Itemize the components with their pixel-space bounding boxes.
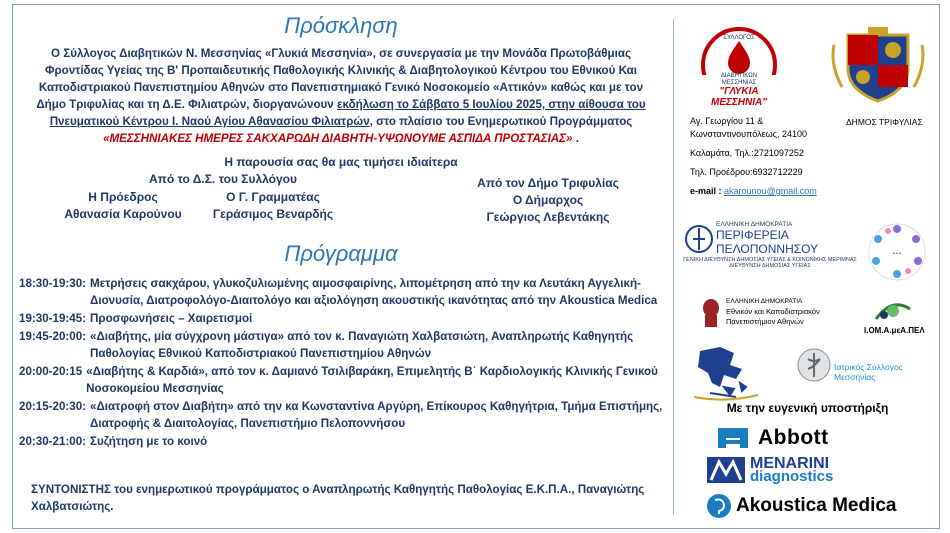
schedule-item bbox=[19, 433, 669, 450]
address-line: Αγ. Γεωργίου 11 & bbox=[690, 116, 764, 126]
secretary-signature bbox=[203, 189, 343, 223]
program-name: «ΜΕΣΣΗΝΙΑΚΕΣ ΗΜΕΡΕΣ ΣΑΚΧΑΡΩΔΗ ΔΙΑΒΗΤΗ-ΥΨΩΝΟΥΜΕ ΑΣΠΙΔΑ ΠΡΟΣΤΑΣΙΑΣ» bbox=[103, 132, 573, 145]
president-title: Η Πρόεδρος bbox=[88, 190, 158, 204]
logo-text: ΣΥΛΛΟΓΟΣ bbox=[723, 35, 755, 41]
municipality-crest bbox=[828, 25, 928, 103]
email-row bbox=[690, 185, 840, 198]
schedule-time: 20:15-20:30: bbox=[19, 400, 87, 413]
greece-map-icon bbox=[690, 343, 762, 403]
logo-text: ΜΕΣΣΗΝΙΑΣ bbox=[721, 80, 757, 86]
schedule-description: «Διατροφή στον Διαβήτη» από την κα Κωνσταντίνα Αργύρη, Επίκουρος Καθηγήτρια, Τμήμα Επιστήμης, Διατροφής & Διαιτολογίας, Πανεπιστήμιο Πελοποννήσου bbox=[90, 400, 663, 430]
schedule-time: 19:30-19:45: bbox=[19, 312, 87, 325]
university-logo-text bbox=[726, 297, 876, 327]
sponsor-title: Με την ευγενική υποστήριξη bbox=[726, 401, 889, 415]
president-phone: Τηλ. Προέδρου:6932712229 bbox=[690, 167, 803, 177]
menarini-wordmark: MENARINI bbox=[750, 455, 830, 472]
invitation-title: Πρόσκληση bbox=[284, 13, 398, 38]
region-text: ΔΙΕΥΘΥΝΣΗ ΔΗΜΟΣΙΑΣ ΥΓΕΙΑΣ bbox=[729, 263, 811, 269]
municipality-caption: ΔΗΜΟΣ ΤΡΙΦΥΛΙΑΣ bbox=[846, 117, 923, 127]
honor-line: Η παρουσία σας θα μας τιμήσει ιδιαίτερα bbox=[224, 155, 458, 169]
region-text: ΠΕΡΙΦΕΡΕΙΑ bbox=[716, 228, 789, 242]
menarini-subtitle: diagnostics bbox=[750, 468, 834, 485]
municipality-signature bbox=[463, 175, 633, 226]
municipality-header: Από τον Δήμο Τριφυλίας bbox=[477, 176, 619, 190]
menarini-icon bbox=[706, 456, 746, 484]
contact-block bbox=[690, 115, 840, 198]
program-schedule bbox=[19, 275, 669, 451]
logo-text: "ΓΛΥΚΙΑ bbox=[719, 86, 759, 97]
abbott-wordmark: Abbott bbox=[758, 426, 829, 449]
invitation-text: Ο Σύλλογος Διαβητικών Ν. Μεσσηνίας «Γλυκιά Μεσσηνία», σε συνεργασία με την Μονάδα Πρωτοβάθμιας Φροντίδας Υγείας της Β' Προπαιδευτικής Παθολογικής Κλινικής & Διαβητολογικού Κέντρου του Εθνικού Και Καποδιστριακού Πανεπιστημίου Αθηνών στο Πανεπιστημιακό Γενικό Νοσοκομείο «Αττικόν» καθώς και με τον Δήμο Τριφυλίας και τη Δ.Ε. Φιλιατρών, διοργανώνουν εκδήλωση το Σάββατο 5 Ιουλίου 2025, στην αίθουσα του Πνευματικού Κέντρου Ι. Ναού Αγίου Αθανασίου Φιλιατρών, στο πλαίσιο του Ενημερωτικού Προγράμματος «ΜΕΣΣΗΝΙΑΚΕΣ ΗΜΕΡΕΣ ΣΑΚΧΑΡΩΔΗ ΔΙΑΒΗΤΗ-ΥΨΩΝΟΥΜΕ ΑΣΠΙΔΑ ΠΡΟΣΤΑΣΙΑΣ» . bbox=[36, 47, 646, 145]
address-line: Κωνσταντινουπόλεως, 24100 bbox=[690, 129, 808, 139]
city-phone: Καλαμάτα, Τηλ.:2721097252 bbox=[690, 148, 804, 158]
association-logo bbox=[688, 25, 790, 111]
mayor-title: Ο Δήμαρχος bbox=[512, 193, 584, 207]
menarini-logo bbox=[706, 455, 926, 485]
president-name: Αθανασία Καρούνου bbox=[64, 207, 182, 221]
event-details: εκδήλωση το Σάββατο 5 Ιουλίου 2025, στην αίθουσα του Πνευματικού Κέντρου Ι. Ναού Αγίου Αθανασίου Φιλιατρών bbox=[49, 98, 646, 128]
schedule-description: Συζήτηση με το κοινό bbox=[90, 435, 208, 448]
schedule-description: «Διαβήτης, μία σύγχρονη μάστιγα» από τον κ. Παναγιώτη Χαλβατσιώτη, Αναπληρωτής Καθηγητής Παθολογίας Εθνικού Καποδιστριακού Πανεπιστημίου Αθηνών bbox=[90, 330, 634, 360]
region-text: ΕΛΛΗΝΙΚΗ ΔΗΜΟΚΡΑΤΙΑ bbox=[716, 221, 793, 228]
schedule-description: «Διαβήτης & Καρδιά», από τον κ. Δαμιανό Τσιλιβαράκη, Επιμελητής Β΄ Καρδιολογικής Κλινικής Γενικού Νοσοκομείου Μεσσηνίας bbox=[86, 365, 658, 395]
president-signature bbox=[53, 189, 193, 223]
schedule-time: 19:45-20:00: bbox=[19, 330, 87, 343]
invitation-paragraph: Ο Σύλλογος Διαβητικών Ν. Μεσσηνίας «Γλυκιά Μεσσηνία», σε συνεργασία με την Μονάδα Πρωτοβάθμιας Φροντίδας Υγείας της Β' Προπαιδευτικής Παθολογικής Κλινικής & Διαβητολογικού Κέντρου του Εθνικού Και Καποδιστριακού Πανεπιστημίου Αθηνών στο Πανεπιστημιακό Γενικό Νοσοκομείο «Αττικόν» καθώς και με τον Δήμο Τριφυλίας και τη Δ.Ε. Φιλιατρών, διοργανώνουν bbox=[36, 47, 644, 111]
secretary-title: Ο Γ. Γραμματέας bbox=[226, 190, 320, 204]
university-text: ΕΛΛΗΝΙΚΗ ΔΗΜΟΚΡΑΤΙΑ bbox=[726, 298, 803, 305]
iomamea-caption: Ι.ΟΜ.Α.μεΑ.ΠΕΛ bbox=[864, 326, 925, 335]
schedule-item bbox=[19, 310, 669, 327]
sidebar bbox=[676, 5, 939, 528]
region-text: ΓΕΝΙΚΗ ΔΙΕΥΘΥΝΣΗ ΔΗΜΟΣΙΑΣ ΥΓΕΙΑΣ & ΚΟΙΝΩΝΙΚΗΣ ΜΕΡΙΜΝΑΣ bbox=[683, 257, 857, 263]
logo-text: ΜΕΣΣΗΝΙΑ" bbox=[711, 97, 767, 108]
region-subtext bbox=[680, 257, 860, 269]
svg-text:• • •: • • • bbox=[892, 251, 902, 257]
schedule-description: Μετρήσεις σακχάρου, γλυκοζυλιωμένης αιμοσφαιρίνης, λιπομέτρηση από την κα Λευτάκη Αγγελική-Διονυσία, Διατροφολόγο-Διαιτολόγο και αξιολόγηση ακουστικής ικανότητας από την Akoustica Medica bbox=[90, 277, 658, 307]
university-text: Πανεπιστήμιον Αθηνών bbox=[726, 317, 804, 326]
butterfly-logo-icon bbox=[866, 221, 928, 283]
schedule-item bbox=[19, 328, 669, 362]
board-signature bbox=[103, 171, 343, 188]
greek-emblem-icon bbox=[684, 219, 714, 259]
schedule-description: Προσφωνήσεις – Χαιρετισμοί bbox=[90, 312, 253, 325]
mayor-name: Γεώργιος Λεβεντάκης bbox=[486, 210, 610, 224]
secretary-name: Γεράσιμος Βεναρδής bbox=[212, 207, 334, 221]
university-text: Εθνικόν και Καποδιστριακόν bbox=[726, 307, 820, 316]
akoustica-icon bbox=[706, 493, 732, 519]
schedule-item bbox=[19, 398, 669, 432]
invitation-paragraph-2: , στο πλαίσιο του Ενημερωτικού Προγράμματος bbox=[369, 115, 633, 128]
invitation-column bbox=[13, 5, 669, 528]
athena-icon bbox=[700, 297, 722, 329]
region-logo-text bbox=[716, 221, 866, 256]
invitation-page bbox=[12, 4, 940, 529]
board-header: Από το Δ.Σ. του Συλλόγου bbox=[149, 172, 297, 186]
abbott-icon bbox=[714, 426, 752, 450]
coordinator-note: ΣΥΝΤΟΝΙΣΤΗΣ του ενημερωτικού προγράμματος ο Αναπληρωτής Καθηγητής Παθολογίας Ε.Κ.Π.Α., Παναγιώτης Χαλβατσιώτης. bbox=[31, 483, 645, 513]
schedule-time: 20:30-21:00: bbox=[19, 435, 87, 448]
abbott-logo bbox=[714, 425, 926, 451]
program-title: Πρόγραμμα bbox=[284, 241, 398, 266]
logo-text: ΔΙΑΒΗΤΙΚΩΝ bbox=[720, 73, 758, 79]
akoustica-wordmark: Akoustica Medica bbox=[736, 495, 897, 516]
region-text: ΠΕΛΟΠΟΝΝΗΣΟΥ bbox=[716, 242, 819, 256]
schedule-item bbox=[19, 275, 669, 309]
column-divider bbox=[673, 19, 674, 515]
schedule-time: 20:00-20:15 bbox=[19, 365, 83, 378]
medical-association-icon bbox=[796, 347, 832, 383]
medical-association-caption: Ιατρικός Σύλλογος Μεσσηνίας bbox=[834, 362, 903, 382]
iomamea-logo-icon bbox=[872, 295, 914, 325]
email-link[interactable]: akarounou@gmail.com bbox=[724, 186, 817, 196]
akoustica-logo bbox=[706, 491, 936, 521]
email-label: e-mail : bbox=[690, 186, 722, 196]
schedule-item bbox=[19, 363, 669, 397]
schedule-time: 18:30-19:30: bbox=[19, 277, 87, 290]
